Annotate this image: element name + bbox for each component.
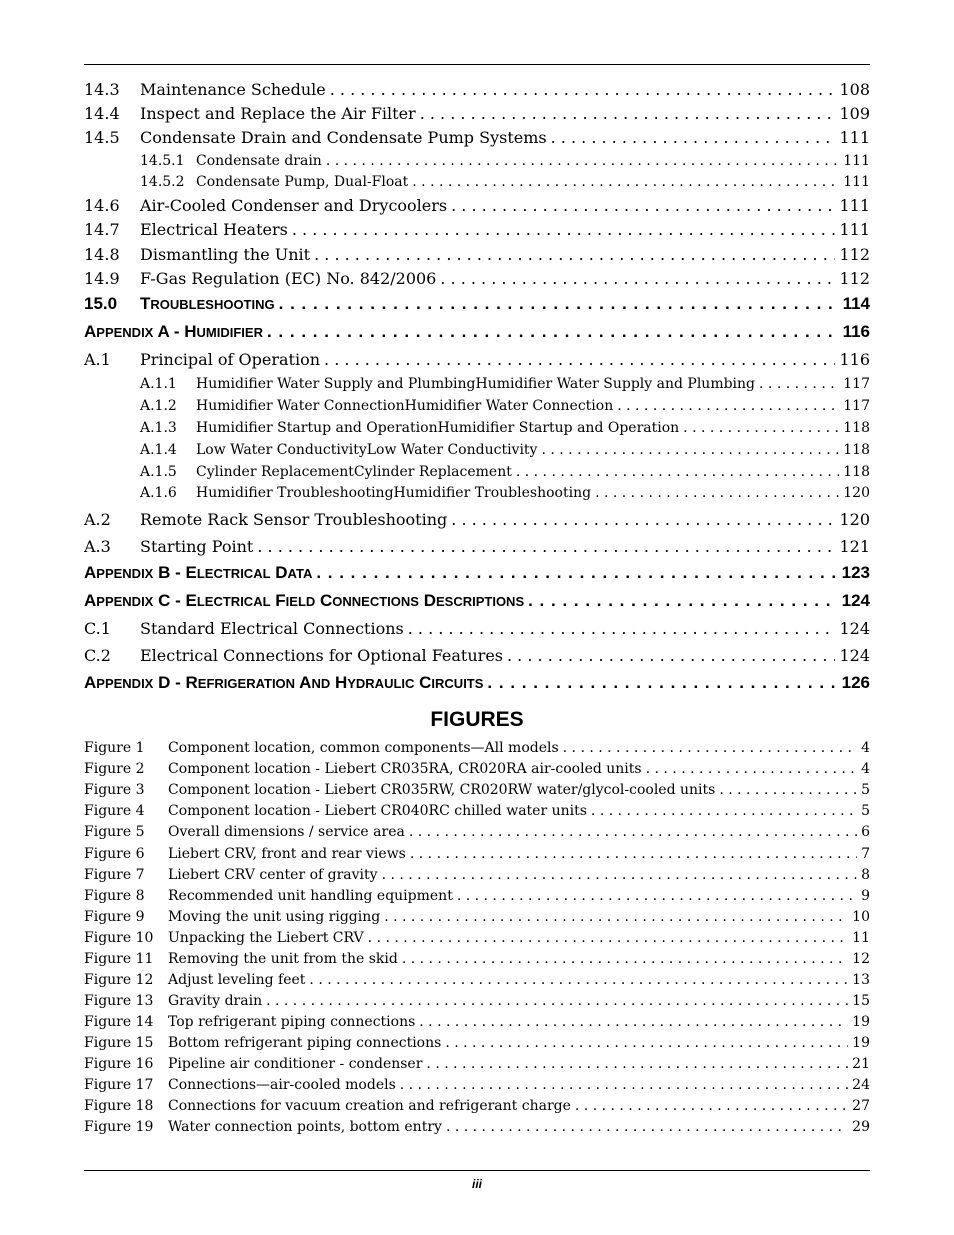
toc-entry-page: 112 xyxy=(839,245,870,264)
figure-title: Liebert CRV, front and rear views xyxy=(168,846,406,862)
toc-entry[interactable] xyxy=(84,485,870,501)
toc-entry-title: APPENDIX C - ELECTRICAL FIELD CONNECTIONS DESCRIPTIONS xyxy=(84,591,525,610)
toc-entry-title: Starting Point xyxy=(140,537,254,556)
toc-entry-title: Standard Electrical Connections xyxy=(140,619,404,638)
dot-leader xyxy=(409,824,857,840)
dot-leader xyxy=(382,867,858,883)
toc-entry-number: A.3 xyxy=(84,537,111,556)
dot-leader xyxy=(420,104,836,123)
toc-entry-number: 14.5 xyxy=(84,128,120,147)
toc-entry-title: Maintenance Schedule xyxy=(140,80,326,99)
figure-page: 7 xyxy=(861,846,870,862)
toc-entry-title: Electrical Heaters xyxy=(140,220,288,239)
toc-entry[interactable] xyxy=(84,646,870,665)
figure-label: Figure 8 xyxy=(84,888,145,904)
toc-entry-page: 124 xyxy=(839,619,870,638)
figure-page: 15 xyxy=(852,993,870,1009)
toc-entry-number: 14.8 xyxy=(84,245,120,264)
toc-entry-page: 126 xyxy=(841,673,870,692)
dot-leader xyxy=(412,174,839,190)
toc-entry-title: Humidifier TroubleshootingHumidifier Troubleshooting xyxy=(196,485,592,501)
dot-leader xyxy=(368,930,849,946)
figure-label: Figure 1 xyxy=(84,740,145,756)
dot-leader xyxy=(507,646,835,665)
toc-entry-title: Air-Cooled Condenser and Drycoolers xyxy=(140,196,448,215)
toc-entry-page: 124 xyxy=(841,591,870,610)
figure-page: 5 xyxy=(861,782,870,798)
toc-entry-page: 124 xyxy=(839,646,870,665)
figure-entry[interactable] xyxy=(84,930,870,946)
toc-entry-page: 120 xyxy=(843,485,870,501)
dot-leader xyxy=(595,485,839,501)
toc-entry-page: 111 xyxy=(843,174,870,190)
figure-entry[interactable] xyxy=(84,846,870,862)
figure-entry[interactable] xyxy=(84,803,870,819)
figure-title: Unpacking the Liebert CRV xyxy=(168,930,364,946)
toc-entry-title: APPENDIX A - HUMIDIFIER xyxy=(84,322,263,341)
figure-page: 10 xyxy=(852,909,870,925)
figure-page: 5 xyxy=(861,803,870,819)
figures-heading: FIGURES xyxy=(430,708,524,731)
figure-page: 19 xyxy=(852,1035,870,1051)
toc-entry[interactable] xyxy=(84,269,870,288)
figure-title: Connections—air-cooled models xyxy=(168,1077,396,1093)
toc-entry-title: Humidifier Startup and OperationHumidifier Startup and Operation xyxy=(196,420,680,436)
dot-leader xyxy=(487,673,837,693)
figure-page: 6 xyxy=(861,824,870,840)
figure-label: Figure 6 xyxy=(84,846,145,862)
dot-leader xyxy=(451,510,835,529)
figure-page: 8 xyxy=(861,867,870,883)
dot-leader xyxy=(575,1098,848,1114)
figure-label: Figure 12 xyxy=(84,972,154,988)
toc-entry-page: 117 xyxy=(843,376,870,392)
dot-leader xyxy=(324,350,835,369)
dot-leader xyxy=(410,846,857,862)
figure-label: Figure 17 xyxy=(84,1077,154,1093)
figure-page: 12 xyxy=(852,951,870,967)
toc-entry-title: APPENDIX B - ELECTRICAL DATA xyxy=(84,563,313,582)
toc-entry-page: 111 xyxy=(839,196,870,215)
toc-entry-number: A.1.1 xyxy=(140,376,177,392)
figure-title: Water connection points, bottom entry xyxy=(168,1119,442,1135)
toc-entry-number: 14.7 xyxy=(84,220,120,239)
toc-entry[interactable] xyxy=(84,376,870,392)
toc-entry-title: F-Gas Regulation (EC) No. 842/2006 xyxy=(140,269,437,288)
toc-entry[interactable] xyxy=(84,464,870,480)
dot-leader xyxy=(440,269,835,288)
dot-leader xyxy=(326,153,839,169)
figure-entry[interactable] xyxy=(84,1035,870,1051)
dot-leader xyxy=(266,993,848,1009)
figure-title: Component location - Liebert CR035RW, CR020RW water/glycol-cooled units xyxy=(168,782,716,798)
page-number: iii xyxy=(471,1177,482,1191)
figure-entry[interactable] xyxy=(84,972,870,988)
toc-entry[interactable] xyxy=(84,196,870,215)
figure-entry[interactable] xyxy=(84,993,870,1009)
toc-entry-title: Low Water ConductivityLow Water Conductivity xyxy=(196,442,538,458)
toc-entry[interactable] xyxy=(84,220,870,239)
toc-entry-page: 116 xyxy=(839,350,870,369)
toc-entry-title: Inspect and Replace the Air Filter xyxy=(140,104,416,123)
dot-leader xyxy=(267,322,839,342)
figure-label: Figure 3 xyxy=(84,782,145,798)
dot-leader xyxy=(257,537,835,556)
figure-label: Figure 16 xyxy=(84,1056,154,1072)
toc-entry-page: 108 xyxy=(839,80,870,99)
dot-leader xyxy=(445,1035,848,1051)
figure-entry[interactable] xyxy=(84,951,870,967)
dot-leader xyxy=(384,909,848,925)
figure-page: 9 xyxy=(861,888,870,904)
figure-label: Figure 7 xyxy=(84,867,145,883)
figure-page: 13 xyxy=(852,972,870,988)
toc-entry-page: 114 xyxy=(842,294,870,313)
figure-page: 27 xyxy=(852,1098,870,1114)
dot-leader xyxy=(516,464,839,480)
figure-label: Figure 4 xyxy=(84,803,145,819)
dot-leader xyxy=(408,619,836,638)
toc-entry[interactable] xyxy=(84,153,870,169)
dot-leader xyxy=(457,888,857,904)
figure-entry[interactable] xyxy=(84,1077,870,1093)
toc-entry-page: 116 xyxy=(842,322,870,341)
dot-leader xyxy=(446,1119,848,1135)
dot-leader xyxy=(400,1077,848,1093)
toc-entry-number: A.1.6 xyxy=(140,485,177,501)
toc-entry-number: 14.9 xyxy=(84,269,120,288)
figure-label: Figure 11 xyxy=(84,951,154,967)
toc-entry[interactable] xyxy=(84,563,870,583)
figure-title: Recommended unit handling equipment xyxy=(168,888,453,904)
dot-leader xyxy=(451,196,835,215)
figure-entry[interactable] xyxy=(84,1056,870,1072)
figure-title: Connections for vacuum creation and refrigerant charge xyxy=(168,1098,571,1114)
figure-entry[interactable] xyxy=(84,867,870,883)
dot-leader xyxy=(683,420,839,436)
figure-label: Figure 13 xyxy=(84,993,154,1009)
figure-label: Figure 19 xyxy=(84,1119,154,1135)
toc-entry-title: Humidifier Water Supply and PlumbingHumidifier Water Supply and Plumbing xyxy=(196,376,756,392)
toc-entry[interactable] xyxy=(84,128,870,147)
toc-entry-page: 118 xyxy=(843,464,870,480)
toc-entry-number: A.1.4 xyxy=(140,442,177,458)
toc-entry-page: 112 xyxy=(839,269,870,288)
dot-leader xyxy=(426,1056,848,1072)
toc-entry-page: 120 xyxy=(839,510,870,529)
figure-entry[interactable] xyxy=(84,740,870,756)
dot-leader xyxy=(719,782,857,798)
dot-leader xyxy=(551,128,836,147)
toc-entry-title: Dismantling the Unit xyxy=(140,245,311,264)
figure-label: Figure 5 xyxy=(84,824,145,840)
figure-title: Component location, common components—All models xyxy=(168,740,559,756)
toc-entry[interactable] xyxy=(84,591,870,611)
figure-entry[interactable] xyxy=(84,824,870,840)
toc-entry[interactable] xyxy=(84,420,870,436)
toc-entry-number: 14.5.1 xyxy=(140,153,185,169)
toc-entry-page: 123 xyxy=(841,563,870,582)
toc-entry-title: Humidifier Water ConnectionHumidifier Water Connection xyxy=(196,398,614,414)
figure-title: Component location - Liebert CR035RA, CR020RA air-cooled units xyxy=(168,761,642,777)
toc-entry-number: 14.4 xyxy=(84,104,120,123)
dot-leader xyxy=(759,376,839,392)
dot-leader xyxy=(617,398,839,414)
figure-entry[interactable] xyxy=(84,1098,870,1114)
toc-entry[interactable] xyxy=(84,245,870,264)
toc-entry[interactable] xyxy=(84,104,870,123)
dot-leader xyxy=(528,591,838,611)
toc-entry-page: 117 xyxy=(843,398,870,414)
figure-title: Gravity drain xyxy=(168,993,263,1009)
figure-entry[interactable] xyxy=(84,909,870,925)
toc-entry-page: 111 xyxy=(843,153,870,169)
dot-leader xyxy=(314,245,835,264)
figure-entry[interactable] xyxy=(84,1119,870,1135)
toc-entry[interactable] xyxy=(84,537,870,556)
toc-entry[interactable] xyxy=(84,673,870,693)
figure-title: Component location - Liebert CR040RC chilled water units xyxy=(168,803,587,819)
toc-entry[interactable] xyxy=(84,350,870,369)
dot-leader xyxy=(646,761,857,777)
figure-entry[interactable] xyxy=(84,761,870,777)
toc-entry[interactable] xyxy=(84,442,870,458)
toc-entry-title: Remote Rack Sensor Troubleshooting xyxy=(140,510,448,529)
bottom-rule xyxy=(84,1170,870,1171)
toc-entry-page: 111 xyxy=(839,128,870,147)
toc-entry-title: APPENDIX D - REFRIGERATION AND HYDRAULIC CIRCUITS xyxy=(84,673,484,692)
toc-entry[interactable] xyxy=(84,619,870,638)
figure-entry[interactable] xyxy=(84,888,870,904)
toc-entry-number: C.1 xyxy=(84,619,111,638)
toc-entry-page: 121 xyxy=(839,537,870,556)
toc-entry-title: Condensate Drain and Condensate Pump Systems xyxy=(140,128,547,147)
figure-title: Overall dimensions / service area xyxy=(168,824,405,840)
figure-entry[interactable] xyxy=(84,1014,870,1030)
toc-entry-title: Cylinder ReplacementCylinder Replacement xyxy=(196,464,512,480)
dot-leader xyxy=(541,442,839,458)
toc-entry-number: 14.6 xyxy=(84,196,120,215)
figure-label: Figure 2 xyxy=(84,761,145,777)
figure-title: Moving the unit using rigging xyxy=(168,909,381,925)
toc-entry-page: 111 xyxy=(839,220,870,239)
toc-entry-page: 118 xyxy=(843,442,870,458)
figure-page: 29 xyxy=(852,1119,870,1135)
dot-leader xyxy=(591,803,857,819)
figure-title: Adjust leveling feet xyxy=(168,972,306,988)
toc-entry-title: Principal of Operation xyxy=(140,350,321,369)
figure-label: Figure 18 xyxy=(84,1098,154,1114)
toc-entry-number: C.2 xyxy=(84,646,111,665)
toc-entry[interactable] xyxy=(84,80,870,99)
figure-page: 24 xyxy=(852,1077,870,1093)
dot-leader xyxy=(292,220,836,239)
toc-entry-title: TROUBLESHOOTING xyxy=(140,294,275,313)
toc-entry-number: A.1.2 xyxy=(140,398,177,414)
dot-leader xyxy=(316,563,837,583)
toc-entry-number: 14.3 xyxy=(84,80,120,99)
dot-leader xyxy=(279,294,839,314)
figure-label: Figure 14 xyxy=(84,1014,154,1030)
toc-entry-number: 15.0 xyxy=(84,294,118,313)
toc-entry-number: A.1 xyxy=(84,350,111,369)
toc-entry-page: 109 xyxy=(839,104,870,123)
dot-leader xyxy=(309,972,848,988)
dot-leader xyxy=(330,80,836,99)
toc-entry[interactable] xyxy=(84,398,870,414)
figure-title: Liebert CRV center of gravity xyxy=(168,867,378,883)
toc-entry[interactable] xyxy=(84,174,870,190)
figure-page: 4 xyxy=(861,761,870,777)
figure-title: Top refrigerant piping connections xyxy=(168,1014,416,1030)
figure-title: Bottom refrigerant piping connections xyxy=(168,1035,442,1051)
toc-entry-number: A.1.5 xyxy=(140,464,177,480)
dot-leader xyxy=(563,740,857,756)
toc-entry[interactable] xyxy=(84,322,870,342)
figure-label: Figure 15 xyxy=(84,1035,154,1051)
figure-label: Figure 10 xyxy=(84,930,154,946)
figure-title: Pipeline air conditioner - condenser xyxy=(168,1056,423,1072)
figure-page: 19 xyxy=(852,1014,870,1030)
figure-page: 21 xyxy=(852,1056,870,1072)
top-rule xyxy=(84,64,870,65)
figure-label: Figure 9 xyxy=(84,909,145,925)
toc-entry-title: Condensate Pump, Dual-Float xyxy=(196,174,409,190)
toc-entry-title: Condensate drain xyxy=(196,153,322,169)
dot-leader xyxy=(419,1014,848,1030)
toc-entry-page: 118 xyxy=(843,420,870,436)
toc-entry-number: 14.5.2 xyxy=(140,174,185,190)
dot-leader xyxy=(402,951,848,967)
toc-entry-number: A.1.3 xyxy=(140,420,177,436)
toc-entry[interactable] xyxy=(84,510,870,529)
figure-page: 4 xyxy=(861,740,870,756)
figure-entry[interactable] xyxy=(84,782,870,798)
toc-entry-title: Electrical Connections for Optional Features xyxy=(140,646,503,665)
figure-title: Removing the unit from the skid xyxy=(168,951,398,967)
figure-page: 11 xyxy=(852,930,870,946)
toc-entry-number: A.2 xyxy=(84,510,111,529)
toc-entry[interactable] xyxy=(84,294,870,314)
